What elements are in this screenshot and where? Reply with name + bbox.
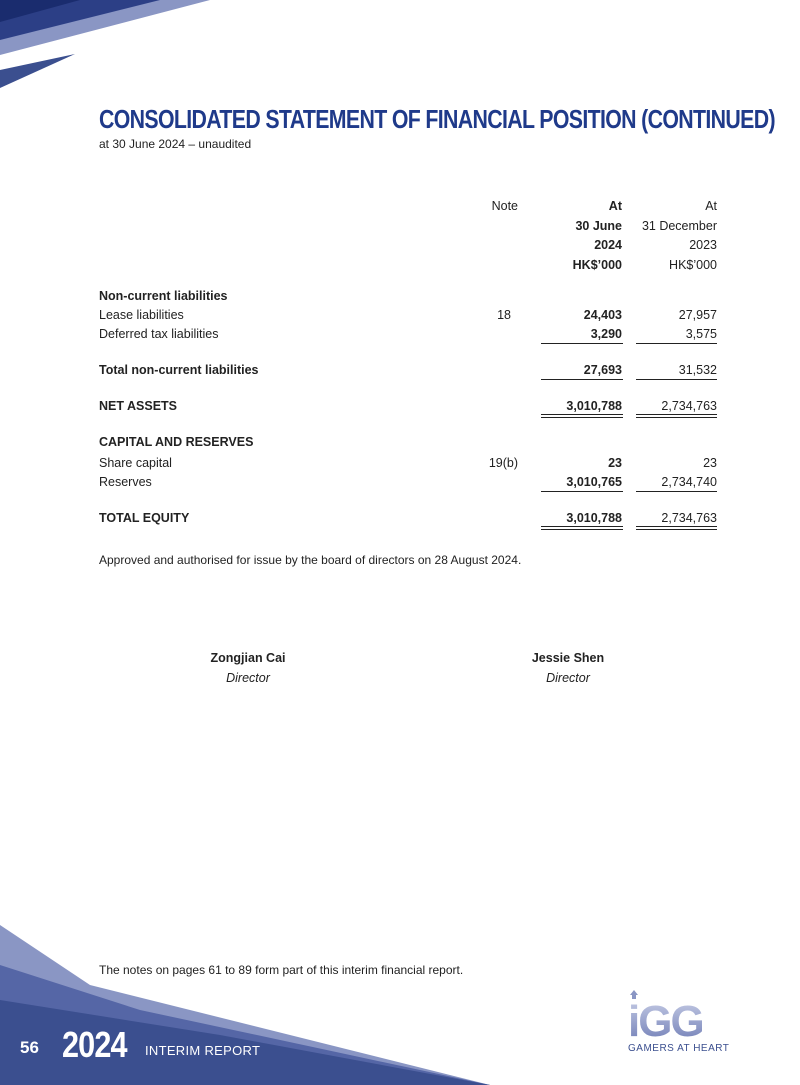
current-header-line4: HK$’000 bbox=[572, 258, 622, 272]
report-year: 2024 bbox=[62, 1024, 127, 1065]
row-prior-deferred-tax: 3,575 bbox=[685, 327, 717, 341]
total-rule-current bbox=[541, 379, 623, 380]
row-current-reserves: 3,010,765 bbox=[566, 475, 622, 489]
current-header-line2: 30 June bbox=[575, 219, 622, 233]
page-subtitle: at 30 June 2024 – unaudited bbox=[99, 137, 252, 151]
subtotal-rule-current bbox=[541, 343, 623, 344]
row-note-lease-liabilities: 18 bbox=[497, 308, 511, 322]
note-column-header: Note bbox=[491, 199, 518, 213]
row-note-share-capital: 19(b) bbox=[488, 456, 518, 470]
row-label-deferred-tax: Deferred tax liabilities bbox=[99, 327, 219, 341]
page-title: CONSOLIDATED STATEMENT OF FINANCIAL POSITION (CONTINUED) bbox=[99, 104, 775, 134]
logo-wordmark: iGG bbox=[628, 997, 703, 1046]
total-equity-double-rule-prior bbox=[636, 526, 717, 530]
section-heading-capital: CAPITAL AND RESERVES bbox=[99, 435, 254, 449]
row-label-lease-liabilities: Lease liabilities bbox=[99, 308, 184, 322]
current-header-line3: 2024 bbox=[594, 238, 622, 252]
prior-header-line1: At bbox=[705, 199, 717, 213]
net-assets-double-rule-prior bbox=[636, 414, 717, 418]
net-assets-double-rule-current bbox=[541, 414, 623, 418]
total-non-current-label: Total non-current liabilities bbox=[99, 363, 259, 377]
prior-header-line2: 31 December bbox=[641, 219, 717, 233]
subtotal-rule-prior bbox=[636, 343, 717, 344]
total-equity-current: 3,010,788 bbox=[566, 511, 622, 525]
row-label-reserves: Reserves bbox=[99, 475, 152, 489]
net-assets-label: NET ASSETS bbox=[99, 399, 178, 413]
current-header-line1: At bbox=[608, 199, 622, 213]
signatory-role-1: Director bbox=[226, 671, 270, 685]
row-current-lease-liabilities: 24,403 bbox=[583, 308, 622, 322]
section-heading-non-current: Non-current liabilities bbox=[99, 289, 228, 303]
footer-notes-reference: The notes on pages 61 to 89 form part of this interim financial report. bbox=[99, 963, 464, 977]
row-label-share-capital: Share capital bbox=[99, 456, 172, 470]
row-prior-share-capital: 23 bbox=[703, 456, 717, 470]
total-rule-prior bbox=[636, 379, 717, 380]
net-assets-current: 3,010,788 bbox=[566, 399, 622, 413]
report-label: INTERIM REPORT bbox=[145, 1043, 261, 1058]
prior-header-line4: HK$’000 bbox=[669, 258, 717, 272]
total-non-current-prior: 31,532 bbox=[678, 363, 717, 377]
prior-header-line3: 2023 bbox=[689, 238, 717, 252]
signatory-name-2: Jessie Shen bbox=[531, 651, 605, 665]
logo-tagline: GAMERS AT HEART bbox=[628, 1043, 730, 1054]
approval-statement: Approved and authorised for issue by the board of directors on 28 August 2024. bbox=[99, 553, 522, 567]
row-current-share-capital: 23 bbox=[608, 456, 622, 470]
page-number: 56 bbox=[20, 1038, 39, 1057]
total-equity-label: TOTAL EQUITY bbox=[99, 511, 190, 525]
row-prior-reserves: 2,734,740 bbox=[661, 475, 717, 489]
total-non-current-current: 27,693 bbox=[583, 363, 622, 377]
signatory-name-1: Zongjian Cai bbox=[210, 651, 286, 665]
reserves-rule-prior bbox=[636, 491, 717, 492]
reserves-rule-current bbox=[541, 491, 623, 492]
signatory-role-2: Director bbox=[546, 671, 590, 685]
total-equity-double-rule-current bbox=[541, 526, 623, 530]
row-current-deferred-tax: 3,290 bbox=[590, 327, 622, 341]
header-decoration bbox=[0, 0, 260, 95]
net-assets-prior: 2,734,763 bbox=[661, 399, 717, 413]
total-equity-prior: 2,734,763 bbox=[661, 511, 717, 525]
row-prior-lease-liabilities: 27,957 bbox=[678, 308, 717, 322]
